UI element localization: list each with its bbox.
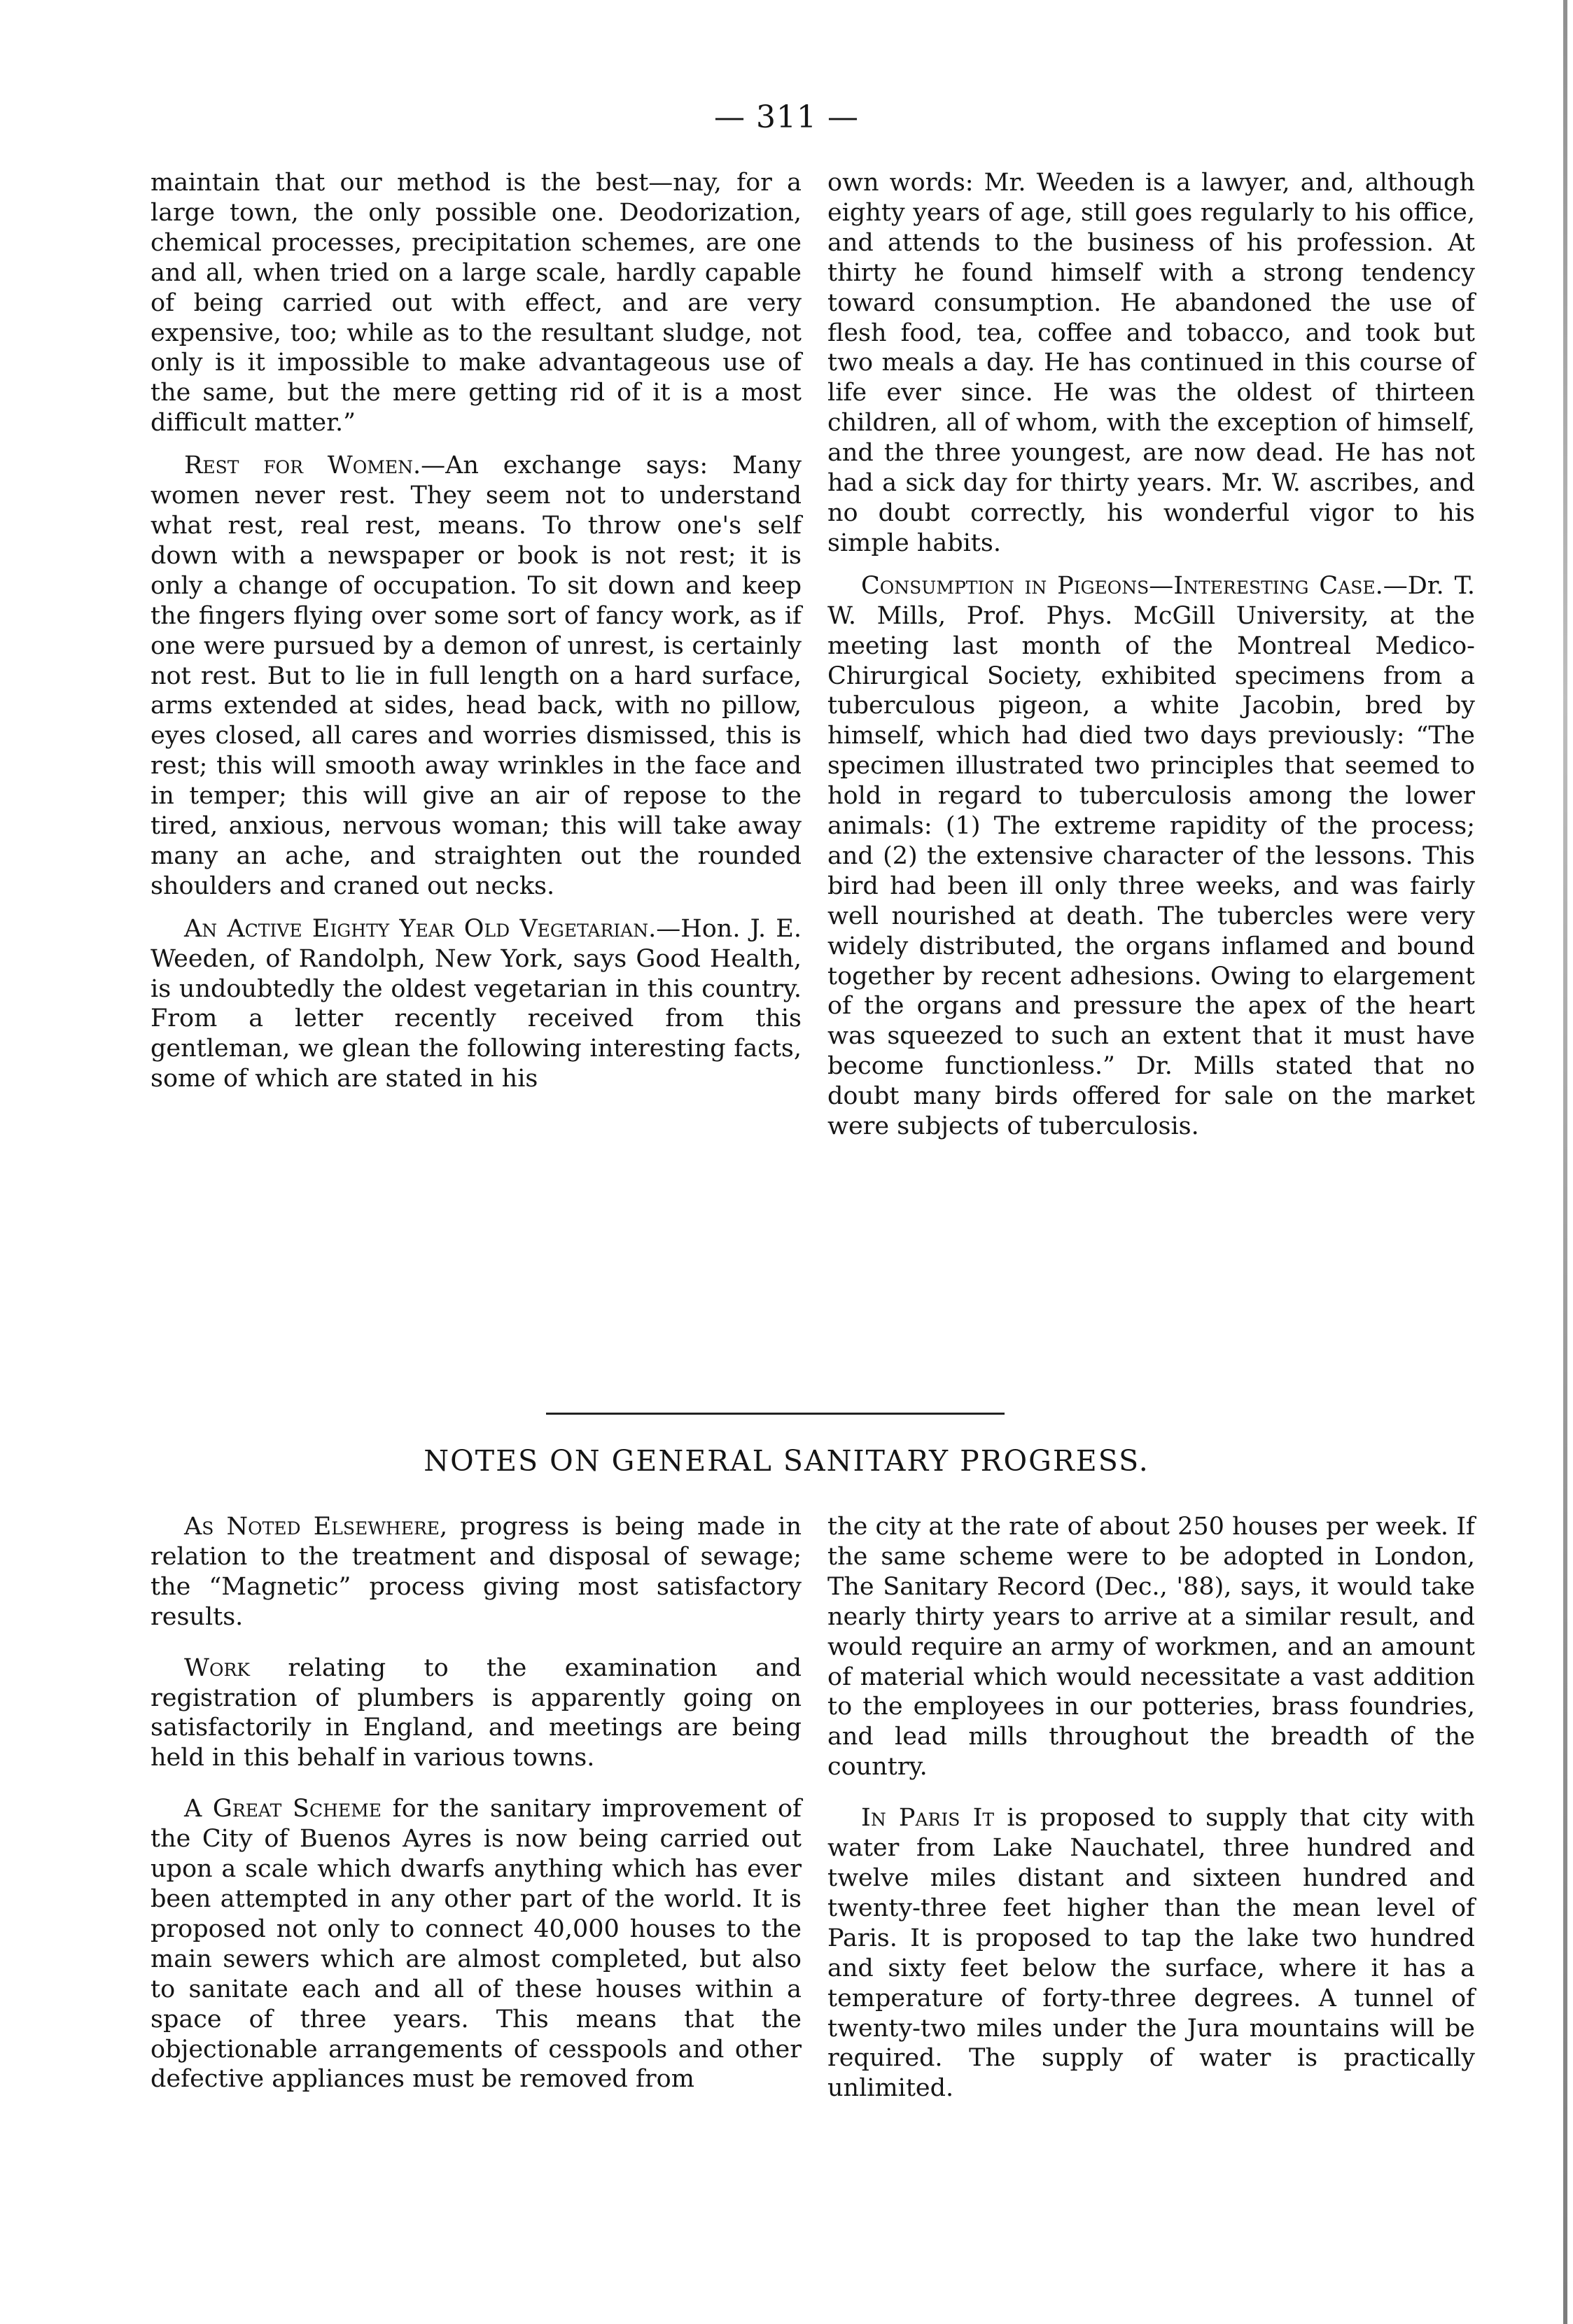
page-number: — 311 — — [714, 99, 859, 135]
pigeons-paragraph — [827, 571, 1475, 1142]
plumbers-body: relating to the examination and registration of plumbers is apparently going on satisfactorily in England, and meetings are being held in this behalf in various towns. — [151, 1653, 802, 1772]
rest-for-women-heading: Rest for Women. — [184, 451, 421, 480]
buenos-ayres-lead: A Great Scheme — [184, 1795, 382, 1823]
paris-lead: In Paris It — [861, 1804, 995, 1833]
rest-for-women-body: —An exchange says: Many women never rest. They seem not to understand what rest, real rest, means. To throw one's self down with a newspaper or book is not rest; it is only a change of occupation. To sit down and keep the fingers flying over some sort of fancy work, as if one were pursued by a demon of unrest, is certainly not rest. But to lie in full length on a hard surface, arms extended at sides, head back, with no pillow, eyes closed, all cares and worries dismissed, this is rest; this will smooth away wrinkles in the face and in temper; this will give an air of repose to the tired, anxious, nervous woman; this will take away many an ache, and straighten out the rounded shoulders and craned out necks. — [151, 451, 802, 900]
binding-edge-shadow — [1563, 0, 1567, 2324]
pigeons-body: —Dr. T. W. Mills, Prof. Phys. McGill University, at the meeting last month of the Montreal Medico-Chirurgical Society, exhibited specimens from a tuberculous pigeon, a white Jacobin, bred by himself, which had died two days previously: “The specimen illustrated two principles that seemed to hold in regard to tuberculosis among the lower animals: (1) The extreme rapidity of the process; and (2) the extensive character of the lessons. This bird had been ill only three weeks, and was fairly well nourished at death. The tubercles were very widely distributed, the organs inflamed and bound together by recent adhesions. Owing to elargement of the organs and pressure the apex of the heart was squeezed to such an extent that it must have become functionless.” Dr. Mills stated that no doubt many birds offered for sale on the market were subjects of tuberculosis. — [827, 571, 1475, 1141]
buenos-ayres-body: for the sanitary improvement of the City of Buenos Ayres is now being carried out upon a scale which dwarfs anything which has ever been attempted in any other part of the world. It is proposed not only to connect 40,000 houses to the main sewers which are almost completed, but also to sanitate each and all of these houses within a space of three years. This means that the objectionable arrangements of cesspools and other defective appliances must be removed from — [151, 1795, 802, 2094]
noted-elsewhere-lead: As Noted Elsewhere, — [184, 1513, 448, 1541]
vegetarian-paragraph — [151, 914, 802, 1094]
vegetarian-body: —Hon. J. E. Weeden, of Randolph, New York, says Good Health, is undoubtedly the oldest vegetarian in this country. From a letter recently received from this gentleman, we glean the following interesting facts, some of which are stated in his — [151, 914, 802, 1093]
top-left-column — [151, 168, 802, 1094]
buenos-ayres-paragraph — [151, 1794, 802, 2094]
buenos-ayres-continued-paragraph: the city at the rate of about 250 houses per week. If the same scheme were to be adopted in London, The Sanitary Record (Dec., '88), says, it would take nearly thirty years to arrive at a similar result, and would require an army of workmen, and an amount of material which would necessitate a vast addition to the employees in our potteries, brass foundries, and lead mills throughout the breadth of the country. — [827, 1513, 1475, 1782]
weeden-continued-paragraph: own words: Mr. Weeden is a lawyer, and, although eighty years of age, still goes regularly to his office, and attends to the business of his profession. At thirty he found himself with a strong tendency toward consumption. He abandoned the use of flesh food, tea, coffee and tobacco, and took but two meals a day. He has continued in this course of life ever since. He was the oldest of thirteen children, all of whom, with the exception of himself, and the three youngest, are now dead. He has not had a sick day for thirty years. Mr. W. ascribes, and no doubt correctly, his wonderful vigor to his simple habits. — [827, 169, 1475, 557]
rest-for-women-paragraph — [151, 451, 802, 902]
vegetarian-heading: An Active Eighty Year Old Vegetarian. — [184, 914, 657, 943]
sewage-quote-paragraph: maintain that our method is the best—nay, for a large town, the only possible one. Deodorization, chemical processes, precipitation schemes, are one and all, when tried on a large scale, hardly capable of being carried out with effect, and are very expensive, too; while as to the resultant sludge, not only is it impossible to make advantageous use of the same, but the mere getting rid of it is a most difficult matter.” — [151, 169, 802, 438]
section-right-column — [827, 1512, 1475, 2104]
noted-elsewhere-paragraph — [151, 1512, 802, 1632]
plumbers-paragraph — [151, 1653, 802, 1774]
paris-body: is proposed to supply that city with water from Lake Nauchatel, three hundred and twelve miles distant and sixteen hundred and twenty-three feet higher than the mean level of Paris. It is proposed to tap the lake two hundred and sixty feet below the surface, where it has a temperature of forty-three degrees. A tunnel of twenty-two miles under the Jura mountains will be required. The supply of water is practically unlimited. — [827, 1804, 1475, 2103]
section-left-column — [151, 1512, 802, 2094]
section-divider — [546, 1413, 1005, 1415]
noted-elsewhere-body: progress is being made in relation to the treatment and disposal of sewage; the “Magnetic” process giving most satisfactory results. — [151, 1513, 802, 1631]
plumbers-lead: Work — [184, 1653, 250, 1682]
pigeons-heading: Consumption in Pigeons—Interesting Case. — [861, 571, 1383, 600]
section-heading: NOTES ON GENERAL SANITARY PROGRESS. — [424, 1444, 1149, 1478]
top-right-column — [827, 168, 1475, 1142]
paris-paragraph — [827, 1803, 1475, 2104]
